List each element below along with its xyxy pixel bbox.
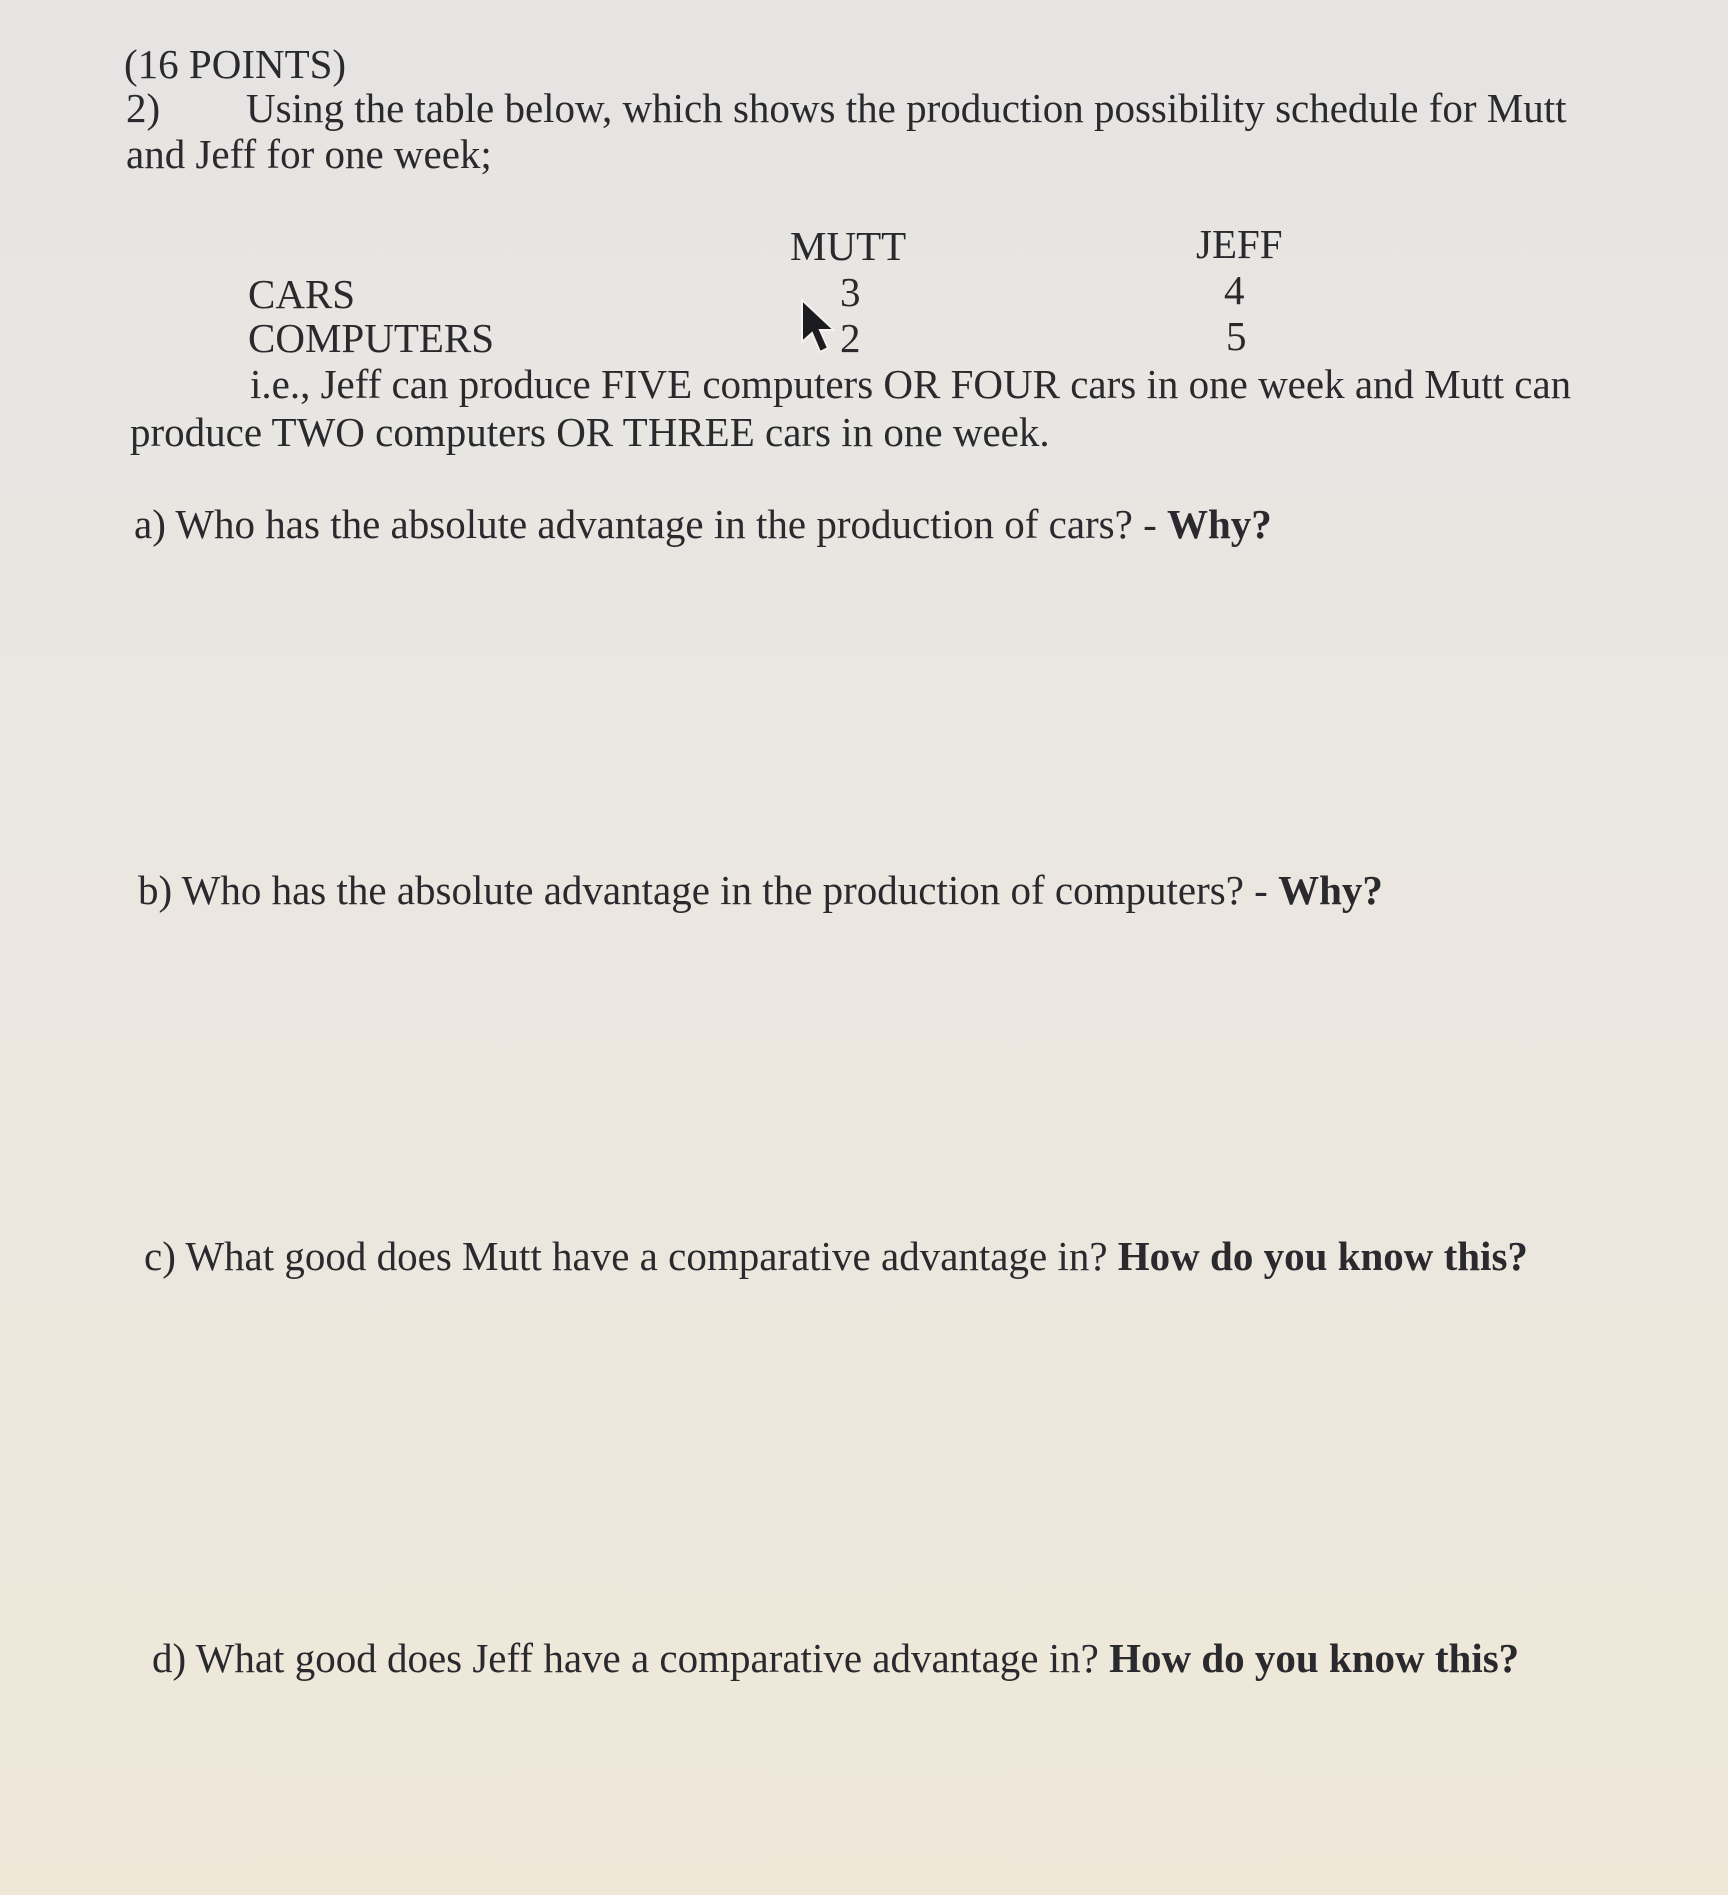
question-d <box>152 1634 1519 1682</box>
question-a-emphasis: Why? <box>1167 501 1272 547</box>
intro-line-2: and Jeff for one week; <box>126 131 492 177</box>
question-d-emphasis: How do you know this? <box>1109 1635 1520 1681</box>
question-c-text: c) What good does Mutt have a comparative advantage in? <box>144 1233 1118 1279</box>
question-number: 2) <box>126 85 161 131</box>
question-b-text: b) Who has the absolute advantage in the production of computers? - <box>138 867 1279 913</box>
table-cell-mutt-cars: 3 <box>840 269 861 315</box>
table-row-label-computers: COMPUTERS <box>248 315 495 361</box>
explanation-line-2: produce TWO computers OR THREE cars in one week. <box>130 409 1050 455</box>
intro-line-1: Using the table below, which shows the production possibility schedule for Mutt <box>246 85 1567 131</box>
table-cell-jeff-computers: 5 <box>1226 313 1247 359</box>
question-c-emphasis: How do you know this? <box>1117 1233 1528 1279</box>
table-cell-mutt-computers: 2 <box>840 315 861 361</box>
mouse-pointer-icon <box>800 298 842 356</box>
table-header-jeff: JEFF <box>1196 221 1283 267</box>
points-label: (16 POINTS) <box>124 41 347 87</box>
question-b-emphasis: Why? <box>1278 867 1383 913</box>
table-row-label-cars: CARS <box>248 271 356 317</box>
question-b <box>138 866 1383 914</box>
explanation-line-1: i.e., Jeff can produce FIVE computers OR FOUR cars in one week and Mutt can <box>250 361 1572 407</box>
question-a-text: a) Who has the absolute advantage in the production of cars? - <box>134 501 1167 547</box>
question-c <box>144 1232 1528 1280</box>
question-a <box>134 500 1272 548</box>
table-header-mutt: MUTT <box>790 223 907 269</box>
table-cell-jeff-cars: 4 <box>1224 267 1245 313</box>
question-d-text: d) What good does Jeff have a comparative advantage in? <box>152 1635 1110 1681</box>
